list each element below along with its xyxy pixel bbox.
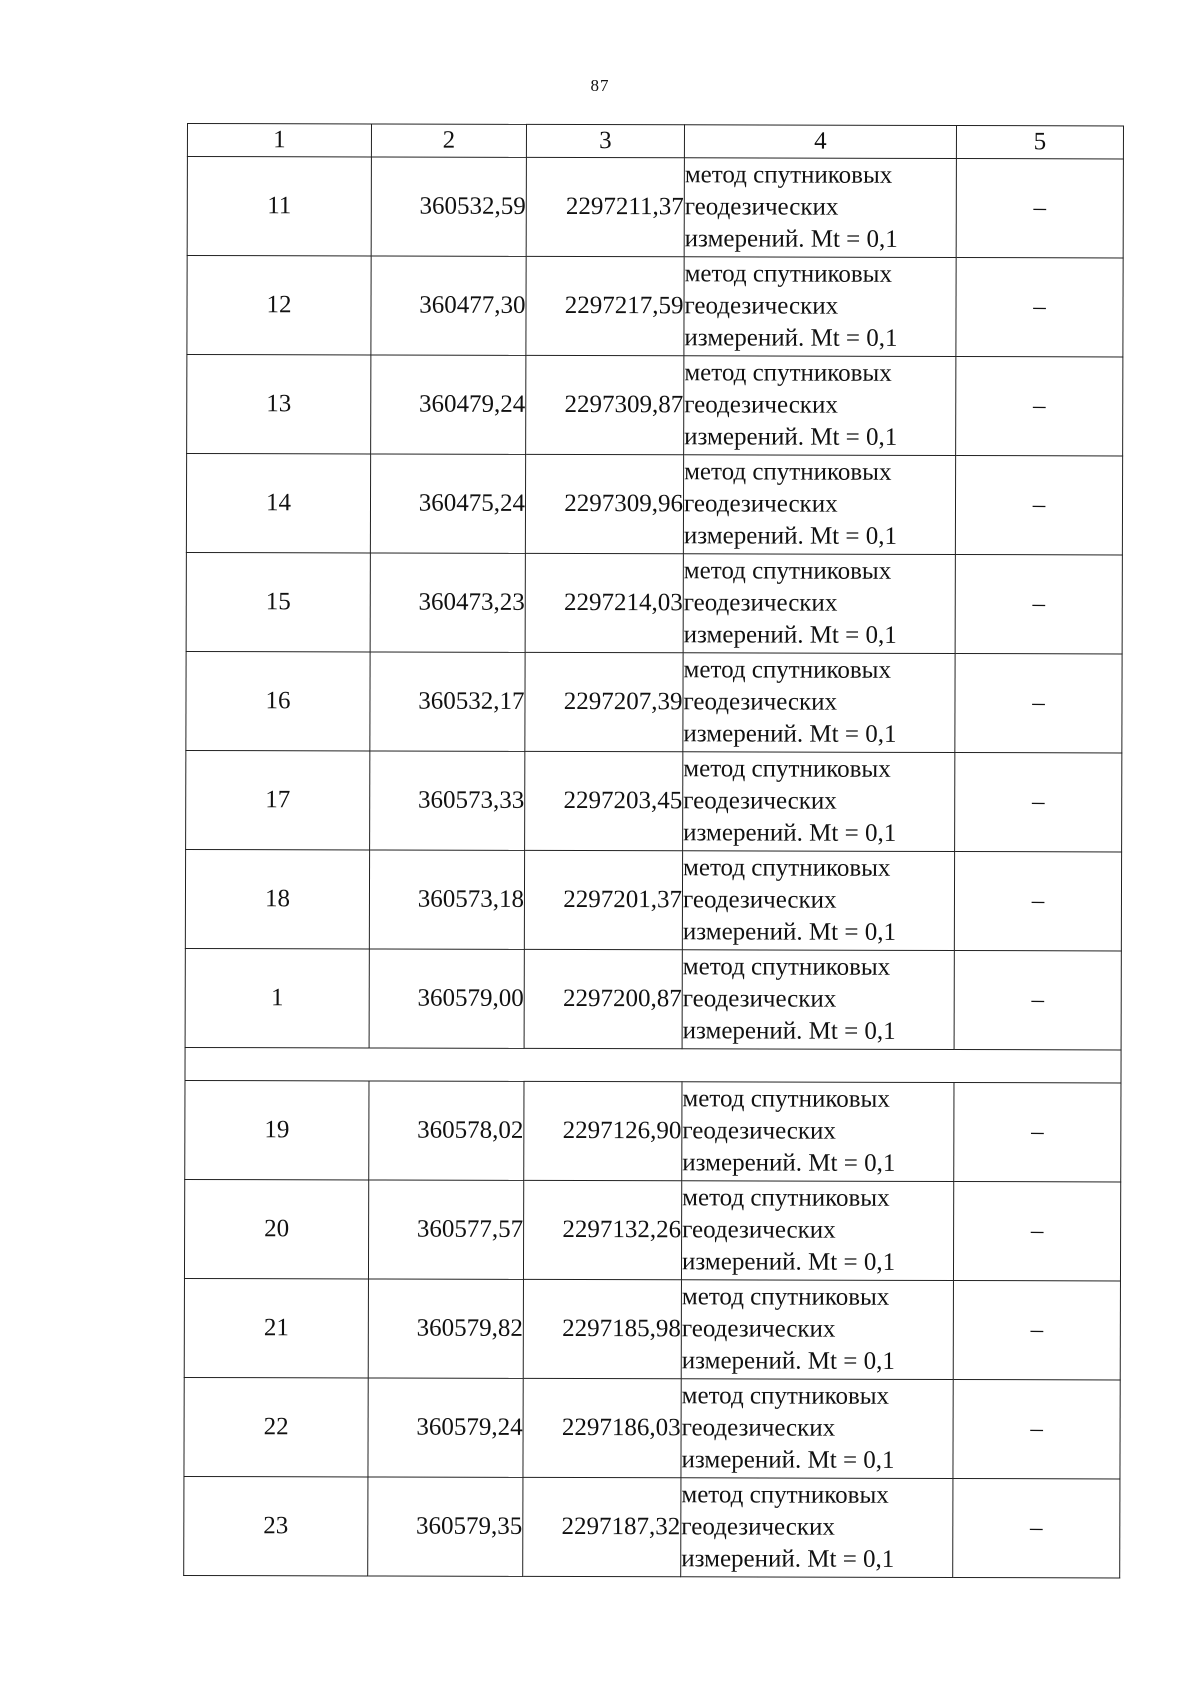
point-number-cell: 15 [186, 552, 370, 651]
method-text-line3: измерений. Mt = 0,1 [682, 1149, 896, 1177]
point-number-cell: 13 [187, 355, 371, 454]
column-header-3: 3 [526, 124, 684, 157]
column-header-2: 2 [371, 124, 526, 157]
x-coordinate-cell: 360579,82 [368, 1279, 523, 1378]
column-header-4: 4 [684, 125, 956, 159]
y-coordinate-cell: 2297214,03 [525, 553, 683, 652]
method-cell [681, 1379, 953, 1479]
x-coordinate-cell: 360532,59 [371, 157, 526, 256]
table-row [187, 256, 1123, 357]
point-number-cell: 12 [187, 256, 371, 355]
method-text-line3: измерений. Mt = 0,1 [682, 1017, 896, 1045]
remark-cell: – [954, 852, 1121, 951]
method-text-line2: геодезических [682, 985, 837, 1013]
method-cell [684, 257, 956, 357]
method-text-line1: метод спутниковых [682, 1085, 890, 1113]
table-row [185, 948, 1121, 1049]
y-coordinate-cell: 2297203,45 [525, 751, 683, 850]
table-row [184, 1278, 1120, 1379]
x-coordinate-cell: 360579,24 [368, 1378, 523, 1477]
x-coordinate-cell: 360578,02 [369, 1081, 524, 1180]
method-cell [681, 1181, 953, 1281]
separator-cell [185, 1047, 1121, 1082]
table-header-row [187, 124, 1123, 159]
method-text-line3: измерений. Mt = 0,1 [684, 423, 898, 451]
remark-cell: – [955, 555, 1122, 654]
remark-cell: – [953, 1479, 1120, 1578]
remark-cell: – [953, 1182, 1120, 1281]
y-coordinate-cell: 2297207,39 [525, 652, 683, 751]
method-text-line2: геодезических [681, 1513, 835, 1541]
column-header-5: 5 [956, 126, 1123, 159]
y-coordinate-cell: 2297132,26 [523, 1180, 681, 1279]
table-row [184, 1377, 1120, 1478]
method-text-line1: метод спутниковых [681, 1382, 890, 1410]
method-text-line2: геодезических [683, 490, 838, 518]
coordinates-table [183, 123, 1124, 1578]
table-row [186, 454, 1122, 555]
method-text-line2: геодезических [684, 292, 839, 320]
point-number-cell: 1 [185, 948, 369, 1047]
method-text-line2: геодезических [684, 193, 839, 221]
method-text-line2: геодезических [683, 589, 838, 617]
table-row [186, 651, 1122, 752]
point-number-cell: 18 [185, 849, 369, 948]
method-cell [683, 455, 955, 555]
method-text-line2: геодезических [683, 787, 837, 815]
remark-cell: – [953, 1281, 1120, 1380]
remark-cell: – [954, 951, 1121, 1050]
point-number-cell: 17 [186, 750, 370, 849]
method-text-line3: измерений. Mt = 0,1 [684, 225, 898, 253]
method-text-line1: метод спутниковых [682, 1184, 890, 1212]
method-text-line3: измерений. Mt = 0,1 [681, 1248, 896, 1276]
method-text-line3: измерений. Mt = 0,1 [682, 918, 896, 946]
method-cell [683, 554, 955, 654]
method-text-line2: геодезических [682, 1216, 836, 1244]
method-text-line1: метод спутниковых [683, 557, 892, 585]
x-coordinate-cell: 360473,23 [370, 553, 525, 652]
method-text-line2: геодезических [683, 688, 838, 716]
method-cell [684, 158, 956, 258]
x-coordinate-cell: 360573,18 [369, 850, 524, 949]
method-text-line1: метод спутниковых [684, 458, 892, 486]
y-coordinate-cell: 2297211,37 [526, 157, 684, 256]
table-row [187, 157, 1123, 258]
method-cell [683, 653, 955, 753]
method-text-line1: метод спутниковых [682, 953, 891, 981]
remark-cell: – [954, 1083, 1121, 1182]
point-number-cell: 22 [184, 1377, 368, 1476]
column-header-1: 1 [187, 124, 371, 157]
table-row [184, 1179, 1120, 1280]
method-text-line1: метод спутниковых [681, 1283, 890, 1311]
y-coordinate-cell: 2297309,96 [525, 454, 683, 553]
y-coordinate-cell: 2297185,98 [523, 1279, 681, 1378]
x-coordinate-cell: 360579,00 [369, 949, 524, 1048]
method-text-line2: геодезических [682, 886, 837, 914]
table-row [184, 1476, 1120, 1577]
x-coordinate-cell: 360475,24 [370, 454, 525, 553]
y-coordinate-cell: 2297217,59 [526, 256, 684, 355]
method-text-line3: измерений. Mt = 0,1 [681, 1545, 895, 1573]
remark-cell: – [956, 258, 1123, 357]
page-number: 87 [590, 76, 610, 95]
method-cell [683, 752, 955, 852]
x-coordinate-cell: 360579,35 [368, 1477, 523, 1576]
remark-cell: – [953, 1380, 1120, 1479]
method-text-line3: измерений. Mt = 0,1 [683, 621, 897, 649]
method-text-line3: измерений. Mt = 0,1 [683, 819, 897, 847]
table-row [185, 849, 1121, 950]
method-text-line3: измерений. Mt = 0,1 [684, 324, 898, 352]
method-text-line1: метод спутниковых [684, 260, 893, 288]
y-coordinate-cell: 2297186,03 [523, 1378, 681, 1477]
method-text-line1: метод спутниковых [683, 755, 891, 783]
table-row [187, 355, 1123, 456]
remark-cell: – [955, 654, 1122, 753]
method-text-line3: измерений. Mt = 0,1 [681, 1446, 895, 1474]
y-coordinate-cell: 2297200,87 [524, 949, 682, 1048]
point-number-cell: 11 [187, 157, 371, 256]
point-number-cell: 14 [186, 454, 370, 553]
table-row [186, 750, 1122, 851]
remark-cell: – [955, 456, 1122, 555]
method-text-line3: измерений. Mt = 0,1 [683, 720, 897, 748]
method-cell [682, 950, 954, 1050]
method-cell [684, 356, 956, 456]
table-row [185, 1080, 1121, 1181]
method-cell [682, 851, 954, 951]
method-text-line3: измерений. Mt = 0,1 [681, 1347, 895, 1375]
remark-cell: – [956, 357, 1123, 456]
method-text-line1: метод спутниковых [684, 161, 893, 189]
separator-row [185, 1047, 1121, 1082]
y-coordinate-cell: 2297126,90 [524, 1081, 682, 1180]
remark-cell: – [956, 159, 1123, 258]
point-number-cell: 21 [184, 1278, 368, 1377]
method-text-line1: метод спутниковых [681, 1481, 889, 1509]
method-cell [681, 1478, 953, 1578]
method-cell [682, 1082, 954, 1182]
x-coordinate-cell: 360573,33 [370, 751, 525, 850]
method-text-line1: метод спутниковых [684, 359, 892, 387]
y-coordinate-cell: 2297309,87 [526, 355, 684, 454]
method-cell [681, 1280, 953, 1380]
coordinates-table-body [184, 124, 1124, 1578]
point-number-cell: 23 [184, 1476, 368, 1575]
x-coordinate-cell: 360479,24 [371, 355, 526, 454]
y-coordinate-cell: 2297187,32 [523, 1477, 681, 1576]
method-text-line2: геодезических [681, 1315, 836, 1343]
method-text-line2: геодезических [681, 1414, 836, 1442]
table-row [186, 552, 1122, 653]
x-coordinate-cell: 360577,57 [368, 1180, 523, 1279]
method-text-line1: метод спутниковых [683, 656, 892, 684]
point-number-cell: 16 [186, 651, 370, 750]
method-text-line3: измерений. Mt = 0,1 [683, 522, 898, 550]
remark-cell: – [955, 753, 1122, 852]
x-coordinate-cell: 360532,17 [370, 652, 525, 751]
x-coordinate-cell: 360477,30 [371, 256, 526, 355]
method-text-line1: метод спутниковых [683, 854, 891, 882]
method-text-line2: геодезических [682, 1117, 836, 1145]
method-text-line2: геодезических [684, 391, 838, 419]
point-number-cell: 19 [185, 1080, 369, 1179]
y-coordinate-cell: 2297201,37 [524, 850, 682, 949]
point-number-cell: 20 [184, 1179, 368, 1278]
